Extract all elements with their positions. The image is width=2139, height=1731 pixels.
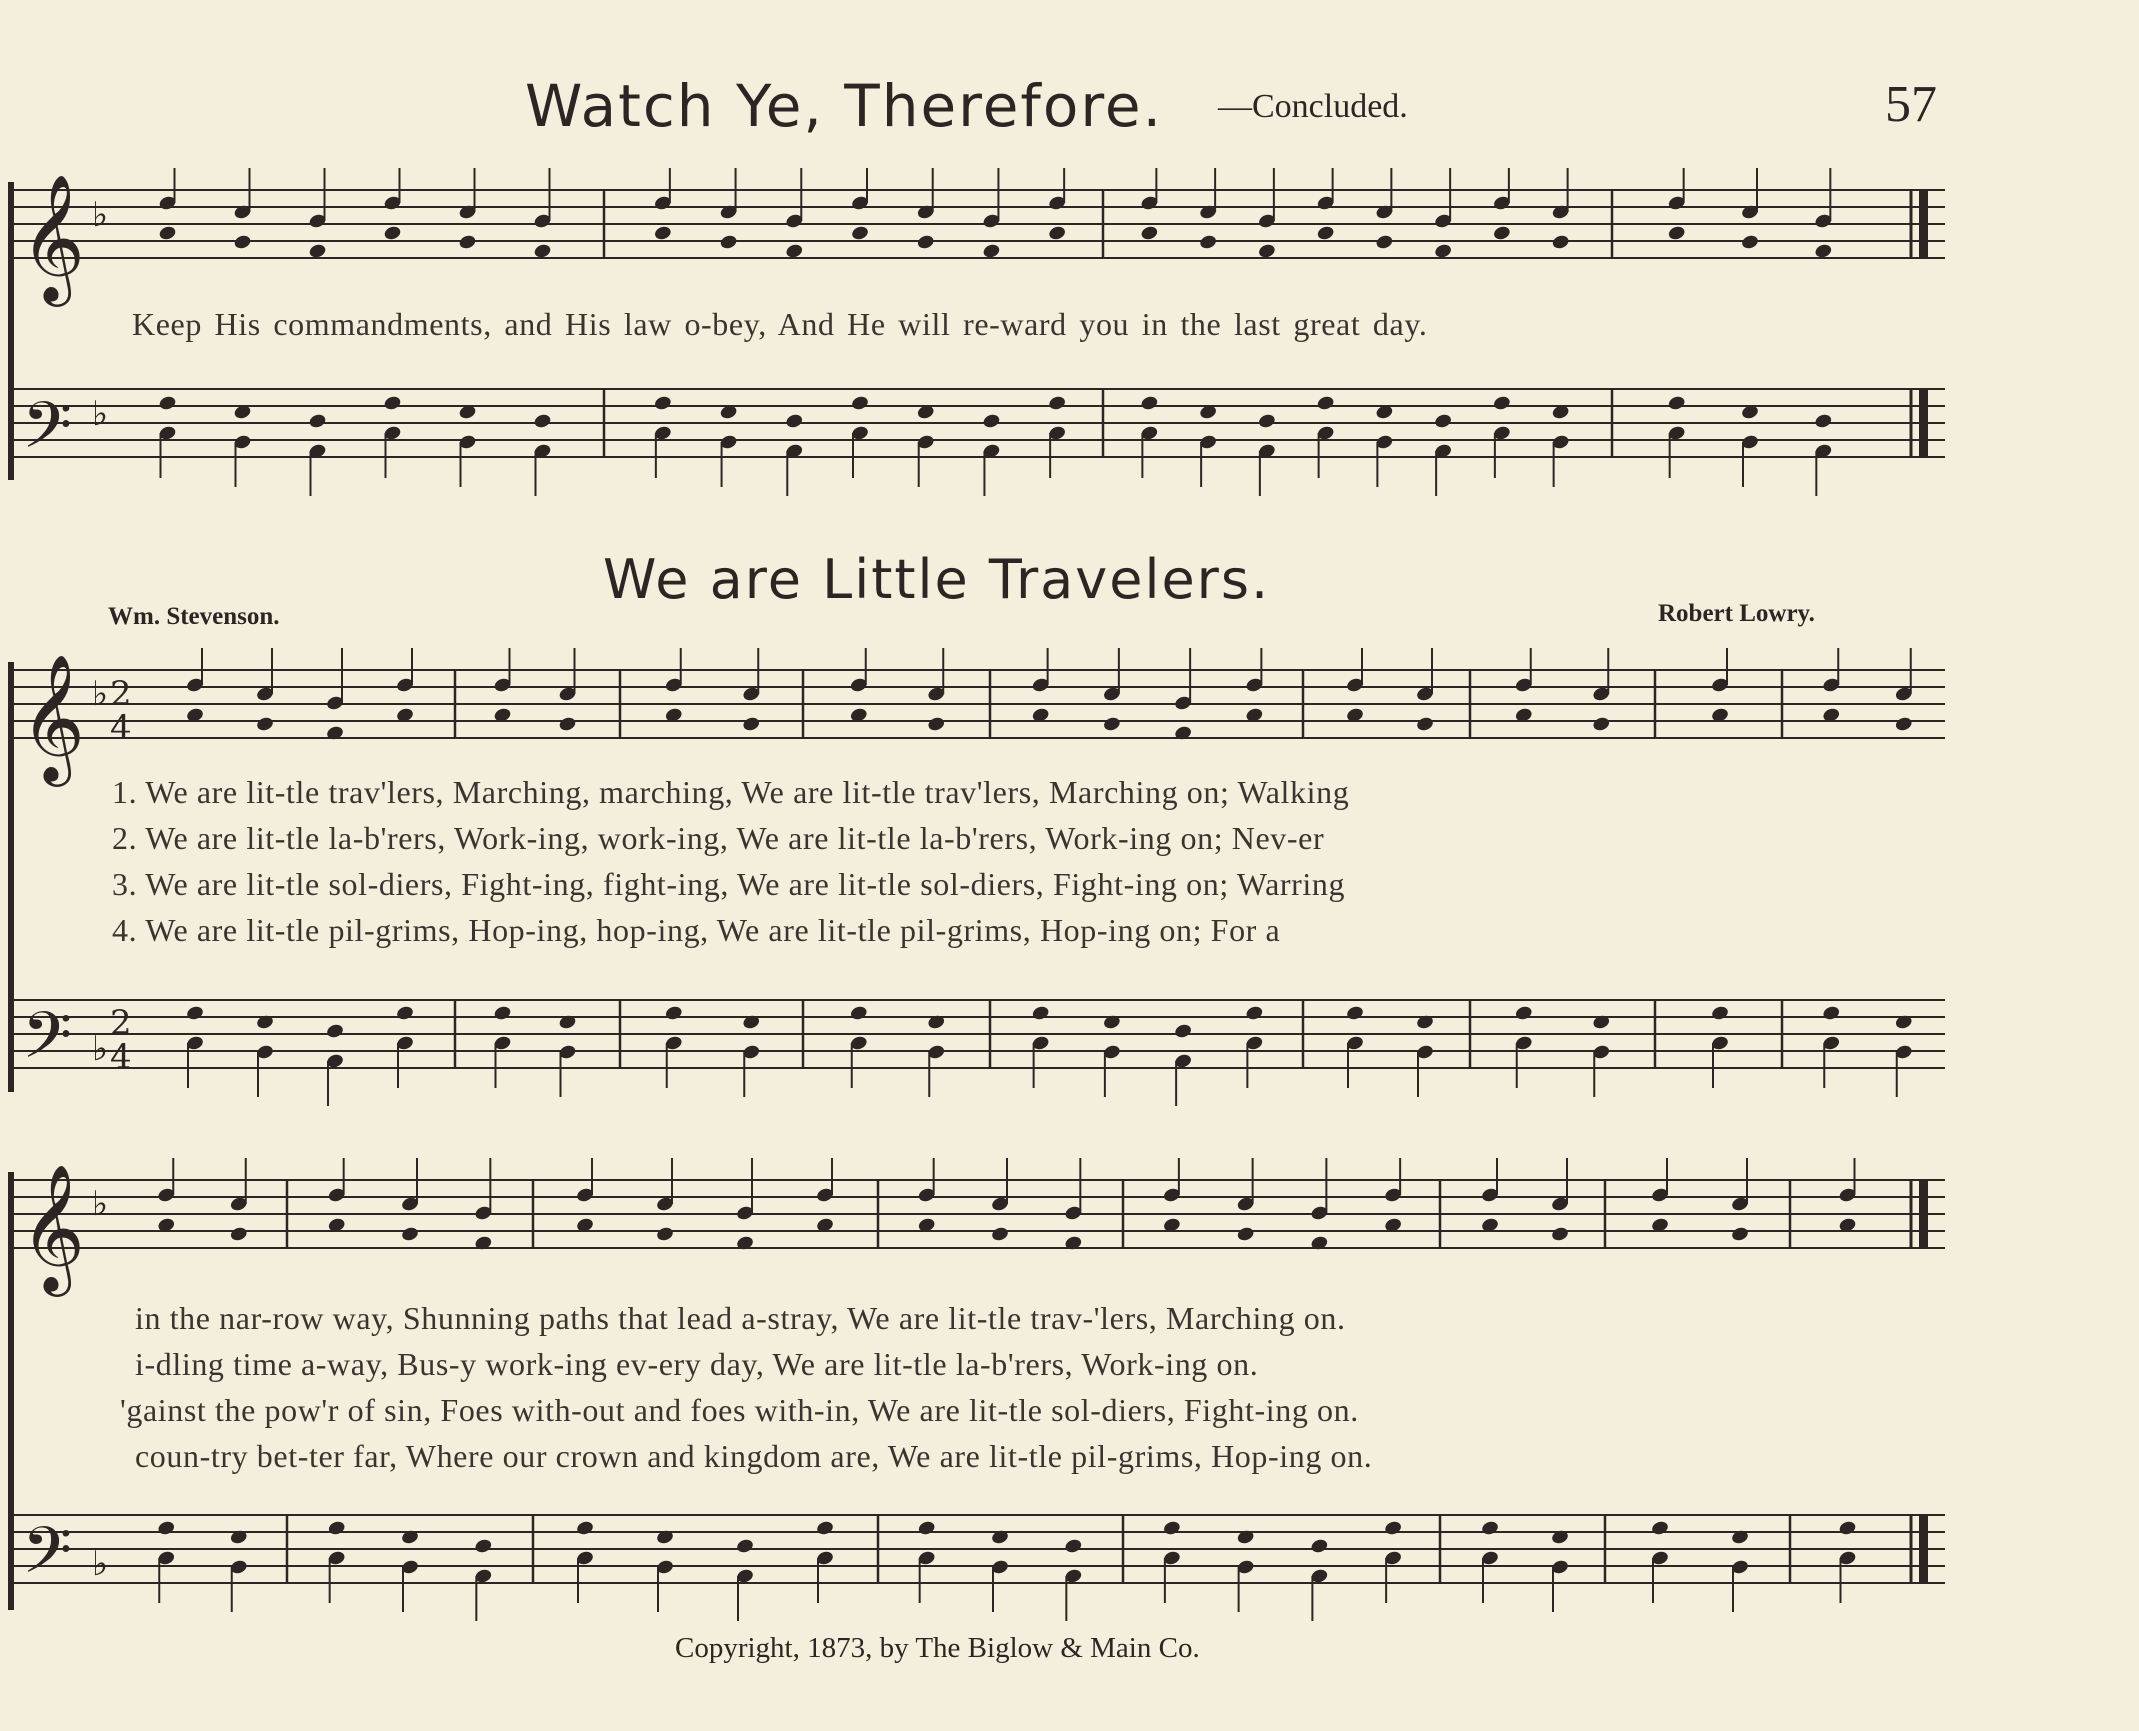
hymn-a-bass-notehead — [533, 413, 552, 430]
hymn-a-treble-notehead — [1551, 234, 1570, 251]
hymn-a-bass-notehead — [383, 395, 402, 412]
hymn-a-bass-notehead — [1140, 395, 1159, 412]
hymn-a-bass-notehead — [1434, 413, 1453, 430]
hymn-a-treble-notehead — [1316, 225, 1335, 242]
treble-clef-icon: 𝄞 — [20, 653, 86, 781]
hymn-b-treble-notehead — [1550, 1226, 1569, 1243]
hymn-b-bass-notehead — [1838, 1520, 1857, 1537]
hymn-b-treble-notehead — [1894, 716, 1913, 733]
hymn-a-bass-notehead — [653, 395, 672, 412]
hymn-b-bass-notehead — [1822, 1005, 1841, 1022]
hymn-a-treble-notehead — [850, 225, 869, 242]
hymn-b-treble-notehead — [742, 716, 761, 733]
hymn-a-treble-notehead — [233, 234, 252, 251]
hymn-a-bass-notehead — [1814, 413, 1833, 430]
hymn-b-treble-notehead — [655, 1226, 674, 1243]
time-signature-bottom: 4 — [110, 708, 132, 748]
treble-clef-icon: 𝄞 — [20, 1163, 86, 1291]
hymn-b-bass-notehead — [1650, 1520, 1669, 1537]
hymn-a-lyric-line: Keep His commandments, and His law o-bey, And He will re-ward you in the last great day. — [132, 306, 1428, 342]
hymn-b-treble-notehead — [1102, 716, 1121, 733]
hymn-b-bass-notehead — [395, 1005, 414, 1022]
hymn-a-treble-notehead — [1140, 225, 1159, 242]
hymn-a-treble-notehead — [1375, 234, 1394, 251]
hymn-b-bass-notehead — [735, 1538, 754, 1555]
hymn-b-treble-notehead — [255, 716, 274, 733]
hymn-a-treble-notehead — [1434, 243, 1453, 260]
hymn-b-bass-notehead — [1245, 1005, 1264, 1022]
key-flat-icon: ♭ — [92, 1184, 109, 1224]
hymn-a-treble-notehead — [533, 243, 552, 260]
verse-3-line-2: 'gainst the pow'r of sin, Foes with-out and foes with-in, We are lit-tle sol-diers, Fight-ing on. — [120, 1392, 1359, 1428]
title-suffix-concluded: —Concluded. — [1218, 88, 1408, 125]
hymn-title-watch-ye: Watch Ye, Therefore. — [525, 72, 1164, 140]
hymn-b-treble-notehead — [1415, 716, 1434, 733]
key-flat-icon: ♭ — [92, 195, 109, 235]
hymn-a-treble-notehead — [982, 243, 1001, 260]
hymn-b-bass-notehead — [1710, 1005, 1729, 1022]
hymn-a-treble-notehead — [458, 234, 477, 251]
hymn-b-bass-notehead — [493, 1005, 512, 1022]
hymn-a-treble-notehead — [1257, 243, 1276, 260]
hymn-a-bass-notehead — [1048, 395, 1067, 412]
hymn-b-bass-notehead — [1064, 1538, 1083, 1555]
verse-4-line-2: coun-try bet-ter far, Where our crown and kingdom are, We are lit-tle pil-grims, Hop-ing on. — [135, 1438, 1373, 1474]
hymn-b-bass-notehead — [325, 1023, 344, 1040]
time-signature-top: 2 — [110, 674, 132, 714]
hymn-a-treble-notehead — [1492, 225, 1511, 242]
hymn-b-treble-notehead — [558, 716, 577, 733]
hymn-b-bass-notehead — [664, 1005, 683, 1022]
time-signature-bottom: 4 — [110, 1037, 132, 1077]
hymn-b-treble-notehead — [990, 1226, 1009, 1243]
page-number: 57 — [1885, 76, 1937, 133]
hymn-a-treble-notehead — [1814, 243, 1833, 260]
lyricist-credit: Wm. Stevenson. — [108, 603, 280, 630]
hymn-b-treble-notehead — [1592, 716, 1611, 733]
verse-2-line-1: 2. We are lit-tle la-b'rers, Work-ing, work-ing, We are lit-tle la-b'rers, Work-ing on; Nev-er — [112, 820, 1325, 856]
hymn-b-treble-notehead — [1730, 1226, 1749, 1243]
hymn-b-treble-notehead — [927, 716, 946, 733]
hymn-b-bass-notehead — [474, 1538, 493, 1555]
verse-2-line-2: i-dling time a-way, Bus-y work-ing ev-ery day, We are lit-tle la-b'rers, Work-ing on. — [135, 1346, 1259, 1382]
system-bracket — [8, 662, 14, 1092]
hymn-b-bass-notehead — [1514, 1005, 1533, 1022]
hymn-a-bass-notehead — [1667, 395, 1686, 412]
hymn-b-bass-notehead — [1345, 1005, 1364, 1022]
key-flat-icon: ♭ — [92, 674, 109, 714]
time-signature-top: 2 — [110, 1003, 132, 1043]
hymn-a-treble-notehead — [383, 225, 402, 242]
hymn-b-treble-notehead — [229, 1226, 248, 1243]
bass-clef-icon: 𝄢 — [22, 1514, 73, 1604]
final-barline-thick — [1919, 389, 1928, 457]
hymn-b-bass-notehead — [1031, 1005, 1050, 1022]
final-barline-thick — [1919, 190, 1928, 258]
hymn-b-treble-notehead — [400, 1226, 419, 1243]
hymn-a-treble-notehead — [785, 243, 804, 260]
hymn-a-treble-notehead — [653, 225, 672, 242]
hymn-title-little-travelers: We are Little Travelers. — [603, 548, 1271, 611]
hymn-b-bass-notehead — [157, 1520, 176, 1537]
hymn-b-bass-notehead — [1310, 1538, 1329, 1555]
hymn-a-treble-notehead — [916, 234, 935, 251]
system-bracket — [8, 182, 14, 480]
hymn-b-bass-notehead — [815, 1520, 834, 1537]
hymn-b-bass-notehead — [849, 1005, 868, 1022]
hymn-a-treble-notehead — [1740, 234, 1759, 251]
hymn-b-treble-notehead — [1236, 1226, 1255, 1243]
hymn-a-bass-notehead — [785, 413, 804, 430]
key-flat-icon: ♭ — [92, 1029, 109, 1069]
key-flat-icon: ♭ — [92, 394, 109, 434]
hymn-b-bass-notehead — [327, 1520, 346, 1537]
hymn-a-treble-notehead — [1199, 234, 1218, 251]
hymn-b-bass-notehead — [575, 1520, 594, 1537]
verse-1-line-1: 1. We are lit-tle trav'lers, Marching, marching, We are lit-tle trav'lers, Marching on; Walking — [112, 774, 1350, 810]
final-barline-thick — [1919, 1515, 1928, 1583]
verse-1-line-2: in the nar-row way, Shunning paths that lead a-stray, We are lit-tle trav-'lers, Marching on. — [135, 1300, 1346, 1336]
hymn-a-bass-notehead — [308, 413, 327, 430]
final-barline-thick — [1919, 1180, 1928, 1248]
system-bracket — [8, 1172, 14, 1610]
hymn-b-bass-notehead — [1174, 1023, 1193, 1040]
hymn-a-treble-notehead — [1667, 225, 1686, 242]
key-flat-icon: ♭ — [92, 1544, 109, 1584]
hymn-b-bass-notehead — [1384, 1520, 1403, 1537]
bass-clef-icon: 𝄢 — [22, 389, 73, 479]
hymn-a-bass-notehead — [1492, 395, 1511, 412]
hymn-a-treble-notehead — [308, 243, 327, 260]
hymn-b-bass-notehead — [1480, 1520, 1499, 1537]
bass-clef-icon: 𝄢 — [22, 999, 73, 1089]
hymn-a-bass-notehead — [850, 395, 869, 412]
hymn-a-bass-notehead — [982, 413, 1001, 430]
verse-3-line-1: 3. We are lit-tle sol-diers, Fight-ing, fight-ing, We are lit-tle sol-diers, Fight-ing on; Warring — [112, 866, 1346, 902]
hymn-b-bass-notehead — [917, 1520, 936, 1537]
composer-credit: Robert Lowry. — [1658, 600, 1815, 627]
hymn-a-treble-notehead — [1048, 225, 1067, 242]
hymn-b-bass-notehead — [1162, 1520, 1181, 1537]
hymn-a-treble-notehead — [158, 225, 177, 242]
hymn-a-bass-notehead — [1316, 395, 1335, 412]
hymn-b-bass-notehead — [185, 1005, 204, 1022]
copyright-notice: Copyright, 1873, by The Biglow & Main Co. — [675, 1632, 1200, 1664]
verse-4-line-1: 4. We are lit-tle pil-grims, Hop-ing, hop-ing, We are lit-tle pil-grims, Hop-ing on; For a — [112, 912, 1281, 948]
treble-clef-icon: 𝄞 — [20, 173, 86, 301]
hymn-a-bass-notehead — [1257, 413, 1276, 430]
hymn-a-bass-notehead — [158, 395, 177, 412]
hymn-a-treble-notehead — [719, 234, 738, 251]
